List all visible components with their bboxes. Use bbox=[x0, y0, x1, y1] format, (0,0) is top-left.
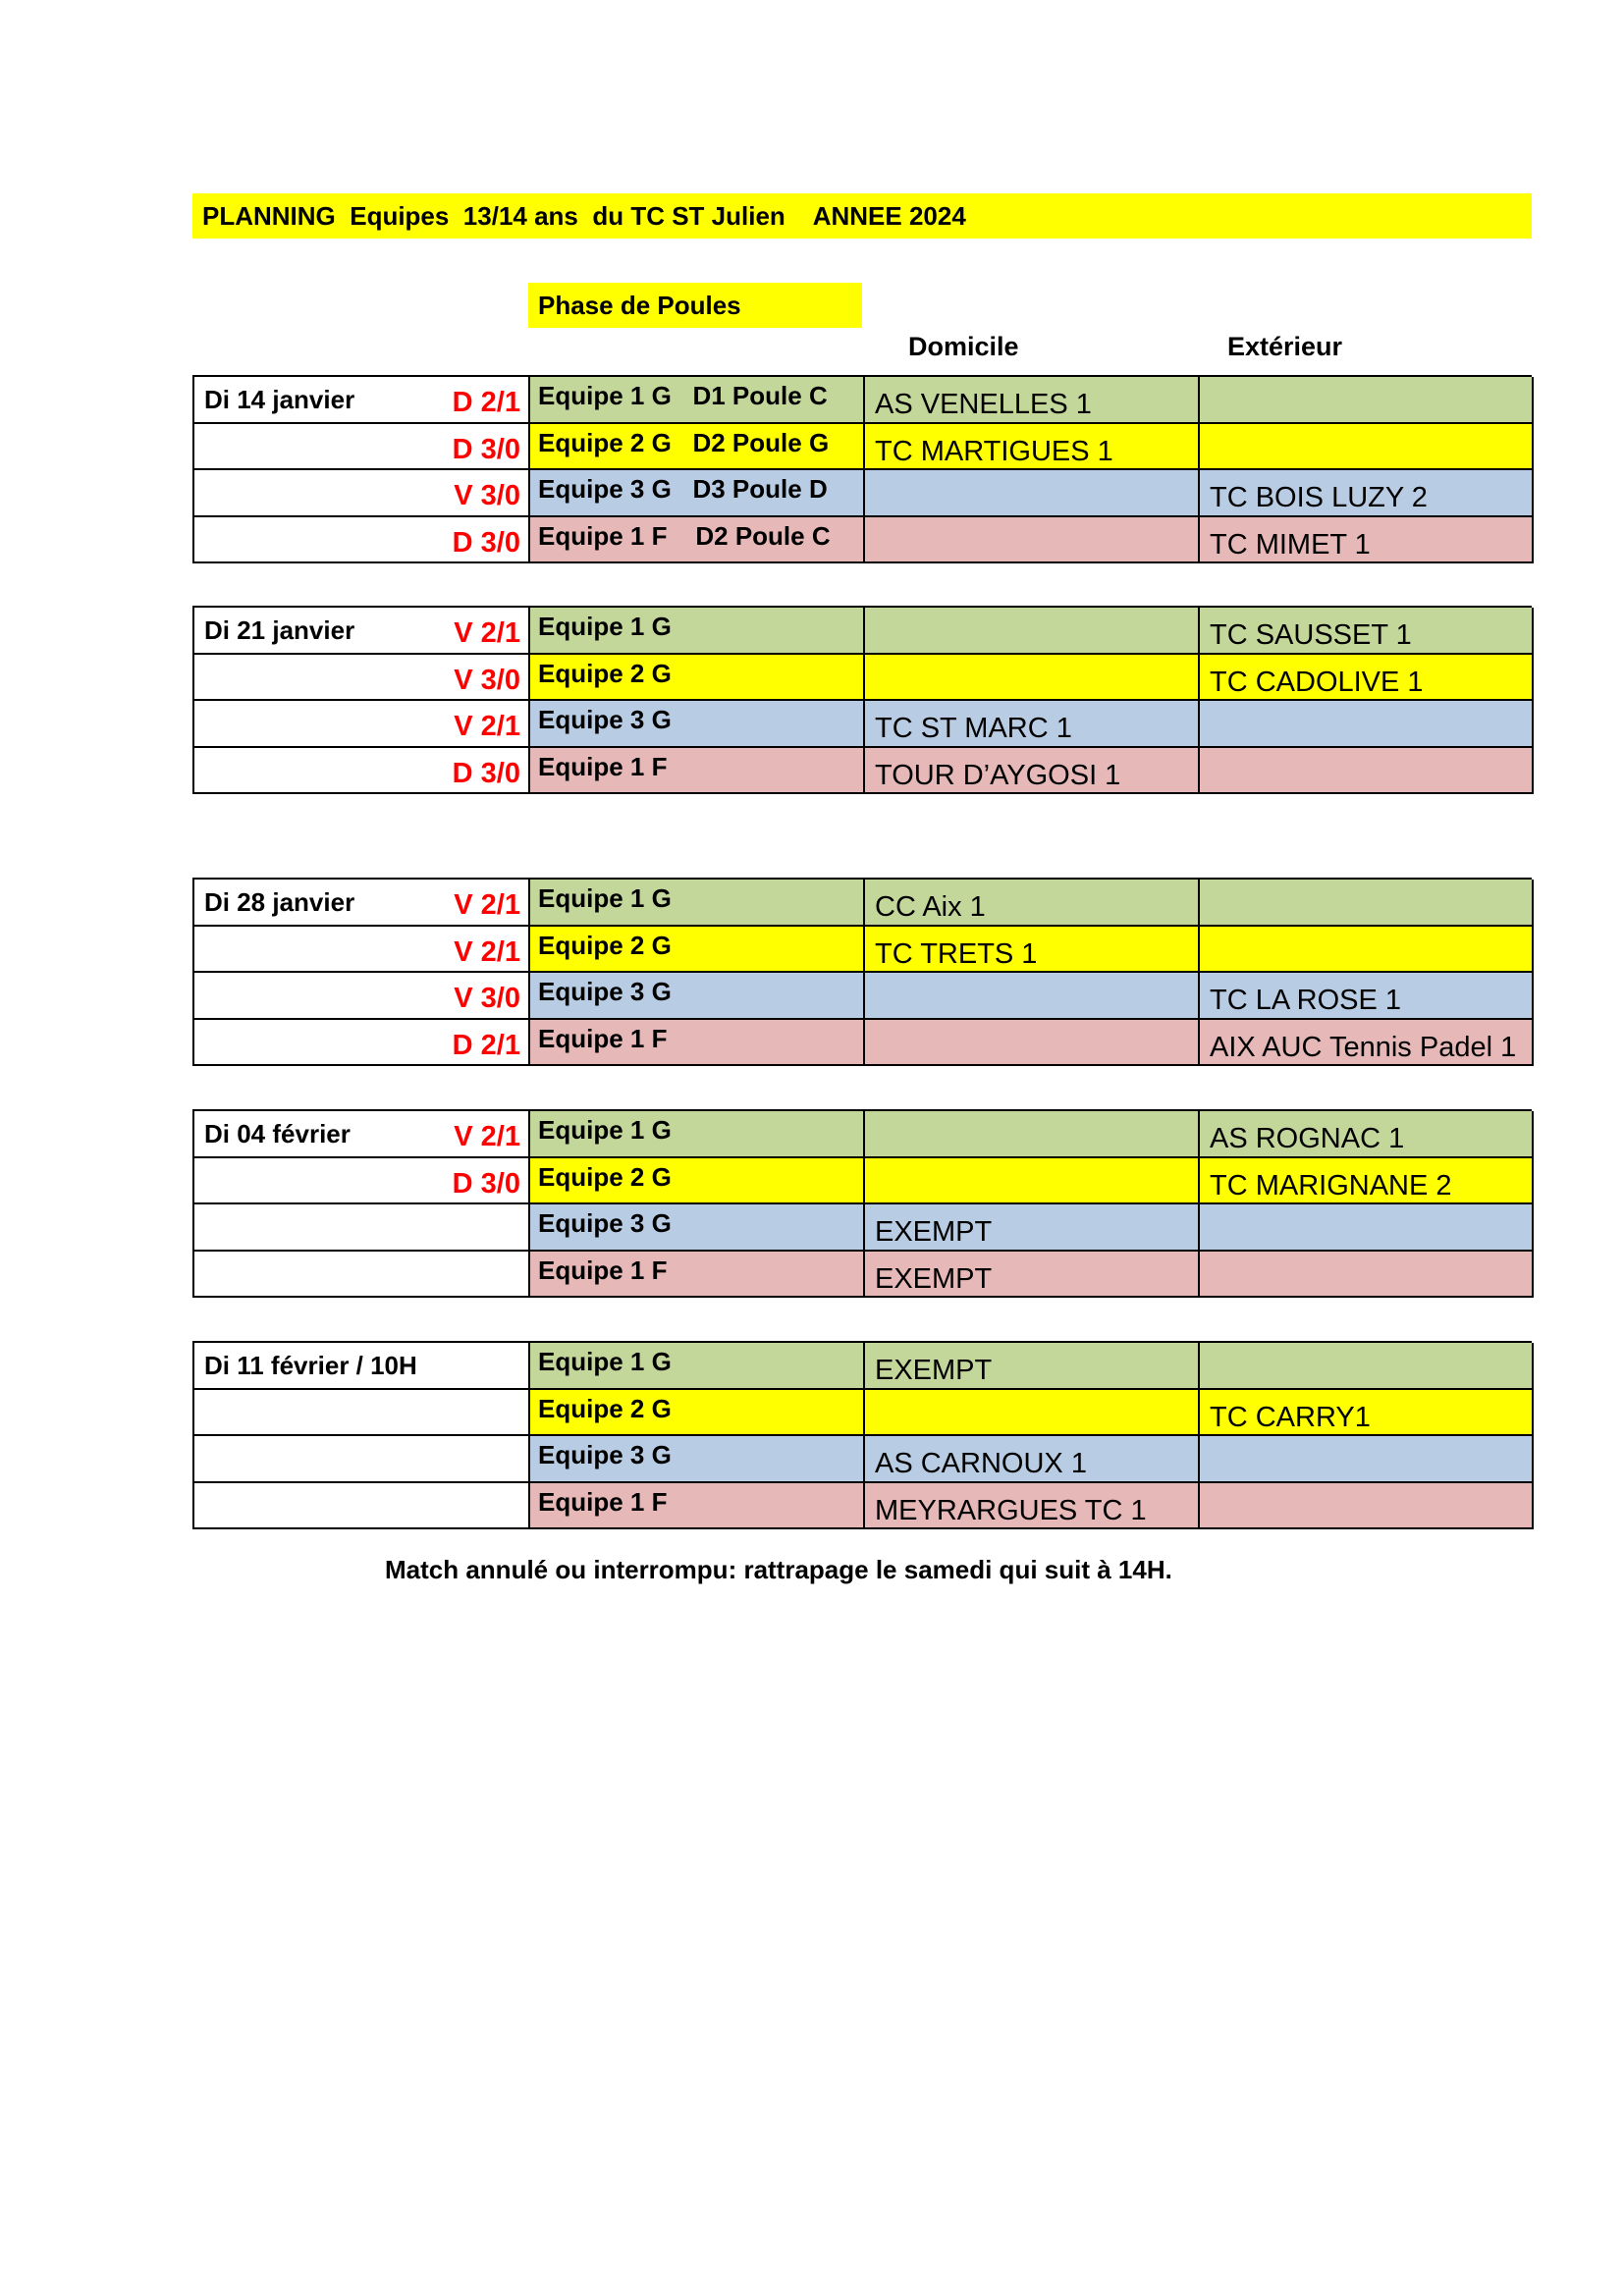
team-label: Equipe 1 G bbox=[538, 1115, 672, 1145]
home-opponent-cell bbox=[865, 1436, 1200, 1483]
date-cell bbox=[194, 880, 530, 927]
team-cell bbox=[530, 1343, 865, 1390]
home-opponent-cell bbox=[865, 377, 1200, 424]
score-badge: D 3/0 bbox=[452, 757, 520, 789]
away-opponent-cell bbox=[1200, 748, 1534, 795]
team-label: Equipe 1 F bbox=[538, 1023, 668, 1053]
home-opponent-cell bbox=[865, 517, 1200, 564]
away-opponent-cell bbox=[1200, 701, 1534, 748]
home-opponent: EXEMPT bbox=[875, 1262, 993, 1295]
away-opponent-cell bbox=[1200, 470, 1534, 517]
date-cell bbox=[194, 1436, 530, 1483]
team-cell bbox=[530, 1204, 865, 1252]
team-cell bbox=[530, 1252, 865, 1299]
week-block bbox=[192, 1341, 1532, 1529]
home-opponent-cell bbox=[865, 1204, 1200, 1252]
away-opponent-cell bbox=[1200, 927, 1534, 974]
score-badge: D 2/1 bbox=[452, 1029, 520, 1061]
home-opponent-cell bbox=[865, 608, 1200, 655]
home-opponent: AS CARNOUX 1 bbox=[875, 1448, 1087, 1479]
week-block bbox=[192, 878, 1532, 1066]
date-cell bbox=[194, 1204, 530, 1252]
date-cell bbox=[194, 1020, 530, 1067]
home-opponent-cell bbox=[865, 424, 1200, 471]
away-opponent-cell bbox=[1200, 1204, 1534, 1252]
team-cell bbox=[530, 973, 865, 1020]
team-cell bbox=[530, 748, 865, 795]
home-opponent-cell bbox=[865, 748, 1200, 795]
team-cell bbox=[530, 1390, 865, 1437]
week-block bbox=[192, 1109, 1532, 1298]
team-cell bbox=[530, 377, 865, 424]
away-opponent: TC MARIGNANE 2 bbox=[1210, 1169, 1452, 1201]
score-badge: V 2/1 bbox=[454, 711, 520, 742]
away-opponent: TC LA ROSE 1 bbox=[1210, 985, 1402, 1016]
score-badge: V 2/1 bbox=[454, 889, 520, 921]
date-cell bbox=[194, 927, 530, 974]
home-opponent-cell bbox=[865, 1252, 1200, 1299]
away-opponent-cell bbox=[1200, 1483, 1534, 1530]
date-cell bbox=[194, 1252, 530, 1299]
away-opponent: AS ROGNAC 1 bbox=[1210, 1123, 1405, 1154]
home-opponent-cell bbox=[865, 701, 1200, 748]
date-cell bbox=[194, 470, 530, 517]
home-opponent-cell bbox=[865, 1390, 1200, 1437]
score-badge: D 2/1 bbox=[452, 387, 520, 418]
date-label: Di 21 janvier bbox=[204, 615, 355, 645]
team-label: Equipe 1 G bbox=[538, 1347, 672, 1376]
team-label: Equipe 1 G bbox=[538, 612, 672, 641]
team-cell bbox=[530, 880, 865, 927]
team-label: Equipe 3 G bbox=[538, 1208, 672, 1238]
date-cell bbox=[194, 377, 530, 424]
away-opponent-cell bbox=[1200, 608, 1534, 655]
date-label: Di 04 février bbox=[204, 1119, 351, 1148]
week-block bbox=[192, 375, 1532, 563]
score-badge: V 3/0 bbox=[454, 983, 520, 1014]
team-cell bbox=[530, 927, 865, 974]
team-cell bbox=[530, 424, 865, 471]
team-label: Equipe 2 G D2 Poule G bbox=[538, 427, 830, 457]
away-opponent-cell bbox=[1200, 1343, 1534, 1390]
footer-note: Match annulé ou interrompu: rattrapage le samedi qui suit à 14H. bbox=[385, 1555, 1172, 1584]
team-label: Equipe 1 F D2 Poule C bbox=[538, 520, 831, 551]
team-label: Equipe 3 G D3 Poule D bbox=[538, 474, 828, 504]
away-opponent: TC BOIS LUZY 2 bbox=[1210, 482, 1428, 513]
date-cell bbox=[194, 517, 530, 564]
team-label: Equipe 2 G bbox=[538, 658, 672, 688]
score-badge: D 3/0 bbox=[452, 1167, 520, 1200]
team-cell bbox=[530, 1111, 865, 1158]
score-badge: V 2/1 bbox=[454, 617, 520, 649]
team-cell bbox=[530, 470, 865, 517]
team-cell bbox=[530, 608, 865, 655]
home-opponent-cell bbox=[865, 1343, 1200, 1390]
date-cell bbox=[194, 701, 530, 748]
team-label: Equipe 2 G bbox=[538, 1161, 672, 1192]
date-cell bbox=[194, 608, 530, 655]
phase-label: Phase de Poules bbox=[528, 283, 862, 328]
home-opponent: EXEMPT bbox=[875, 1216, 993, 1248]
column-header-home: Domicile bbox=[908, 332, 1019, 361]
team-label: Equipe 1 F bbox=[538, 751, 668, 781]
home-opponent-cell bbox=[865, 470, 1200, 517]
date-cell bbox=[194, 748, 530, 795]
home-opponent: MEYRARGUES TC 1 bbox=[875, 1494, 1147, 1526]
away-opponent-cell bbox=[1200, 1390, 1534, 1437]
team-label: Equipe 1 G bbox=[538, 883, 672, 913]
date-cell bbox=[194, 655, 530, 702]
home-opponent-cell bbox=[865, 973, 1200, 1020]
home-opponent: TC MARTIGUES 1 bbox=[875, 435, 1113, 467]
team-label: Equipe 2 G bbox=[538, 930, 672, 960]
date-cell bbox=[194, 1111, 530, 1158]
date-cell bbox=[194, 973, 530, 1020]
score-badge: D 3/0 bbox=[452, 526, 520, 559]
away-opponent-cell bbox=[1200, 973, 1534, 1020]
page-title: PLANNING Equipes 13/14 ans du TC ST Julien ANNEE 2024 bbox=[192, 193, 1532, 239]
team-cell bbox=[530, 517, 865, 564]
score-badge: D 3/0 bbox=[452, 433, 520, 465]
team-cell bbox=[530, 655, 865, 702]
team-cell bbox=[530, 1158, 865, 1205]
team-label: Equipe 3 G bbox=[538, 977, 672, 1006]
away-opponent: TC CARRY1 bbox=[1210, 1401, 1371, 1433]
away-opponent-cell bbox=[1200, 1158, 1534, 1205]
team-label: Equipe 1 F bbox=[538, 1486, 668, 1517]
away-opponent-cell bbox=[1200, 1020, 1534, 1067]
score-badge: V 2/1 bbox=[454, 935, 520, 968]
home-opponent: TC ST MARC 1 bbox=[875, 713, 1072, 744]
away-opponent-cell bbox=[1200, 517, 1534, 564]
home-opponent: TC TRETS 1 bbox=[875, 937, 1038, 970]
home-opponent: TOUR D’AYGOSI 1 bbox=[875, 759, 1121, 791]
team-cell bbox=[530, 1436, 865, 1483]
team-label: Equipe 1 G D1 Poule C bbox=[538, 381, 828, 410]
away-opponent: TC SAUSSET 1 bbox=[1210, 619, 1412, 651]
team-label: Equipe 2 G bbox=[538, 1393, 672, 1423]
away-opponent: TC MIMET 1 bbox=[1210, 528, 1371, 561]
home-opponent-cell bbox=[865, 1158, 1200, 1205]
team-cell bbox=[530, 1020, 865, 1067]
score-badge: V 3/0 bbox=[454, 664, 520, 696]
score-badge: V 3/0 bbox=[454, 480, 520, 511]
away-opponent: TC CADOLIVE 1 bbox=[1210, 666, 1424, 698]
date-cell bbox=[194, 1158, 530, 1205]
team-label: Equipe 3 G bbox=[538, 705, 672, 734]
date-cell bbox=[194, 424, 530, 471]
away-opponent: AIX AUC Tennis Padel 1 bbox=[1210, 1031, 1517, 1063]
date-label: Di 14 janvier bbox=[204, 385, 355, 414]
home-opponent: EXEMPT bbox=[875, 1355, 993, 1386]
home-opponent-cell bbox=[865, 880, 1200, 927]
home-opponent-cell bbox=[865, 927, 1200, 974]
date-label: Di 28 janvier bbox=[204, 887, 355, 917]
team-label: Equipe 3 G bbox=[538, 1440, 672, 1469]
score-badge: V 2/1 bbox=[454, 1121, 520, 1152]
date-cell bbox=[194, 1343, 530, 1390]
home-opponent: CC Aix 1 bbox=[875, 891, 986, 923]
home-opponent-cell bbox=[865, 1020, 1200, 1067]
date-cell bbox=[194, 1483, 530, 1530]
team-cell bbox=[530, 1483, 865, 1530]
home-opponent-cell bbox=[865, 1111, 1200, 1158]
home-opponent: AS VENELLES 1 bbox=[875, 389, 1092, 420]
away-opponent-cell bbox=[1200, 377, 1534, 424]
team-label: Equipe 1 F bbox=[538, 1255, 668, 1285]
home-opponent-cell bbox=[865, 1483, 1200, 1530]
away-opponent-cell bbox=[1200, 1436, 1534, 1483]
home-opponent-cell bbox=[865, 655, 1200, 702]
away-opponent-cell bbox=[1200, 1252, 1534, 1299]
away-opponent-cell bbox=[1200, 880, 1534, 927]
away-opponent-cell bbox=[1200, 655, 1534, 702]
away-opponent-cell bbox=[1200, 1111, 1534, 1158]
team-cell bbox=[530, 701, 865, 748]
away-opponent-cell bbox=[1200, 424, 1534, 471]
date-label: Di 11 février / 10H bbox=[204, 1351, 417, 1380]
date-cell bbox=[194, 1390, 530, 1437]
week-block bbox=[192, 606, 1532, 794]
column-header-away: Extérieur bbox=[1227, 332, 1343, 361]
